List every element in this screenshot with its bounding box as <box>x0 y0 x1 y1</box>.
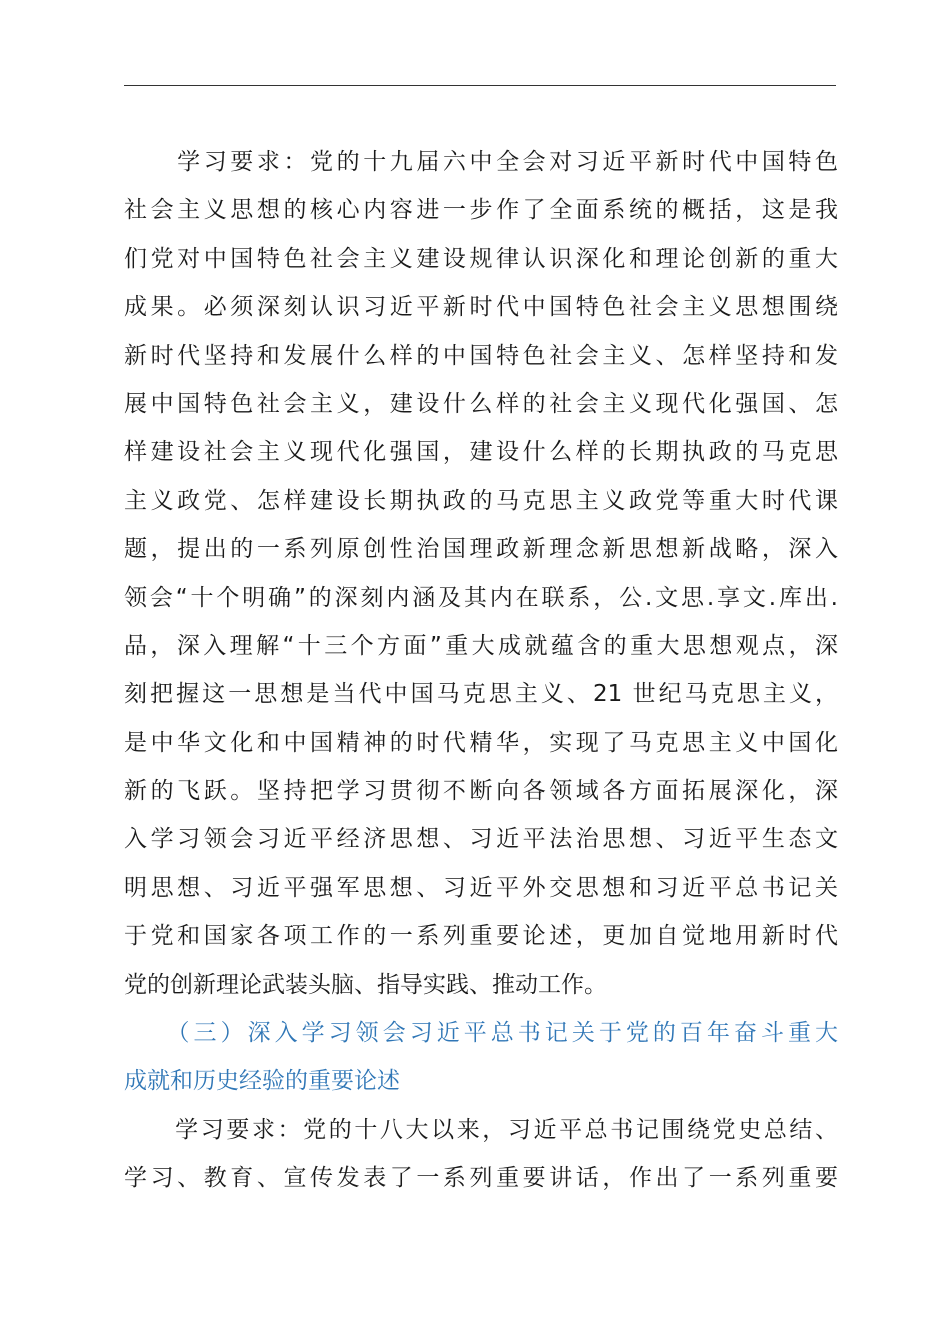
text-line: 们党对中国特色社会主义建设规律认识深化和理论创新的重大 <box>124 245 838 272</box>
text-line: 明思想、习近平强军思想、习近平外交思想和习近平总书记关 <box>124 874 838 901</box>
text-line: 入学习领会习近平经济思想、习近平法治思想、习近平生态文 <box>124 826 838 853</box>
text-line: 学习要求：党的十九届六中全会对习近平新时代中国特色 <box>124 149 838 175</box>
text-line: 于党和国家各项工作的一系列重要论述，更加自觉地用新时代 <box>124 923 838 950</box>
text-line: 新时代坚持和发展什么样的中国特色社会主义、怎样坚持和发 <box>124 342 838 369</box>
header-rule <box>124 85 836 86</box>
text-line: 学习要求：党的十八大以来，习近平总书记围绕党史总结、 <box>124 1116 838 1143</box>
text-line: 党的创新理论武装头脑、指导实践、推动工作。 <box>124 971 607 998</box>
text-line: 展中国特色社会主义，建设什么样的社会主义现代化强国、怎 <box>124 390 838 417</box>
text-line: 刻把握这一思想是当代中国马克思主义、21 世纪马克思主义， <box>124 681 838 708</box>
paragraph-study-requirement-2 <box>124 1106 838 1203</box>
heading-line: 成就和历史经验的重要论述 <box>124 1068 400 1095</box>
text-line: 成果。必须深刻认识习近平新时代中国特色社会主义思想围绕 <box>124 294 838 321</box>
text-line: 领会“十个明确”的深刻内涵及其内在联系，公.文思.享文.库出. <box>124 584 838 611</box>
text-line: 主义政党、怎样建设长期执政的马克思主义政党等重大时代课 <box>124 487 838 514</box>
heading-line: （三）深入学习领会习近平总书记关于党的百年奋斗重大 <box>124 1020 838 1047</box>
text-line: 新的飞跃。坚持把学习贯彻不断向各领域各方面拓展深化，深 <box>124 778 838 805</box>
text-line: 题，提出的一系列原创性治国理政新理念新思想新战略，深入 <box>124 536 838 563</box>
paragraph-study-requirement-1 <box>124 138 838 1009</box>
text-line: 学习、教育、宣传发表了一系列重要讲话，作出了一系列重要 <box>124 1165 838 1192</box>
document-body <box>124 138 838 1203</box>
text-line: 品，深入理解“十三个方面”重大成就蕴含的重大思想观点，深 <box>124 632 838 659</box>
text-line: 样建设社会主义现代化强国，建设什么样的长期执政的马克思 <box>124 439 838 466</box>
text-line: 社会主义思想的核心内容进一步作了全面系统的概括，这是我 <box>124 197 838 224</box>
text-line: 是中华文化和中国精神的时代精华，实现了马克思主义中国化 <box>124 729 838 756</box>
section-heading <box>124 1009 838 1106</box>
